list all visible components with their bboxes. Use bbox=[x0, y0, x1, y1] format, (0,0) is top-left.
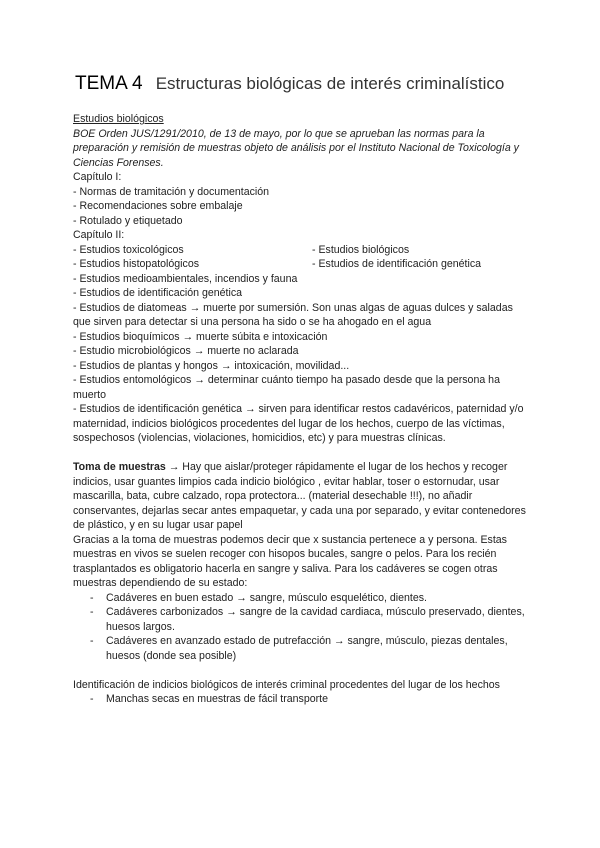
list-item: - Estudios entomológicos → determinar cuánto tiempo ha pasado desde que la persona ha muerto bbox=[73, 374, 500, 401]
bullet-item bbox=[73, 591, 533, 606]
dash-bullet: - bbox=[90, 693, 94, 705]
list-item: - Estudios bioquímicos → muerte súbita e intoxicación bbox=[73, 330, 328, 343]
bullet-text: Cadáveres en avanzado estado de putrefacción → sangre, músculo, piezas dentales, huesos (donde sea posible) bbox=[106, 635, 508, 662]
list-item: - Normas de tramitación y documentación bbox=[73, 185, 270, 198]
title-number: TEMA 4 bbox=[75, 73, 143, 94]
list-item: - Estudios medioambientales, incendios y fauna bbox=[73, 272, 298, 285]
bullet-item bbox=[73, 605, 533, 634]
list-item: - Estudios de identificación genética bbox=[73, 287, 243, 299]
document-body bbox=[73, 112, 533, 707]
list-item: - Estudios de plantas y hongos → intoxicación, movilidad... bbox=[73, 359, 350, 372]
list-item: - Estudios toxicológicos bbox=[73, 243, 184, 256]
section-heading: Estudios biológicos bbox=[73, 113, 164, 125]
list-item: - Estudio microbiológicos → muerte no aclarada bbox=[73, 345, 299, 357]
dash-bullet: - bbox=[90, 591, 94, 604]
bullet-text: Cadáveres carbonizados → sangre de la cavidad cardiaca, músculo preservado, dientes, huesos largos. bbox=[106, 606, 525, 633]
toma-paragraph bbox=[73, 460, 533, 533]
toma-label: Toma de muestras bbox=[73, 461, 166, 473]
dash-bullet: - bbox=[90, 606, 94, 618]
list-item: - Estudios de identificación genética bbox=[312, 258, 482, 270]
list-item: - Estudios biológicos bbox=[312, 243, 410, 256]
title-text: Estructuras biológicas de interés criminalístico bbox=[155, 74, 505, 93]
toma-text: → Hay que aislar/proteger rápidamente el lugar de los hechos y recoger indicios, usar guantes limpios cada indicio biológico , evitar hablar, toser o estornudar, usar mascarilla, bata, cubre calzado, ropa protectora... (material desechable !!!), no añadir conservantes, dejarlas secar antes empaquetar, y cada una por separado, y evitar contenedores de plástico, y en su lugar usar papel bbox=[73, 461, 526, 531]
ident-paragraph: Identificación de indicios biológicos de interés criminal procedentes del lugar de los hechos bbox=[73, 678, 500, 691]
boe-reference: BOE Orden JUS/1291/2010, de 13 de mayo, por lo que se aprueban las normas para la preparación y remisión de muestras objeto de análisis por el Instituto Nacional de Toxicología y Ciencias Forenses. bbox=[73, 127, 519, 169]
bullet-text: Cadáveres en buen estado → sangre, músculo esquelético, dientes. bbox=[106, 591, 427, 604]
bullet-item bbox=[73, 634, 533, 663]
two-column-row bbox=[73, 243, 533, 258]
list-item: - Estudios histopatológicos bbox=[73, 258, 200, 270]
list-item: - Recomendaciones sobre embalaje bbox=[73, 200, 243, 212]
dash-bullet: - bbox=[90, 635, 94, 647]
toma-explanation: Gracias a la toma de muestras podemos decir que x sustancia pertenece a y persona. Estas muestras en vivos se suelen recoger con hisopos bucales, sangre o pelos. Para los recién trasplantados es obligatorio hacerla en sangre y saliva. Para los cadáveres se cogen otras muestras dependiendo de su estado: bbox=[73, 533, 507, 589]
bullet-text: Manchas secas en muestras de fácil transporte bbox=[106, 693, 328, 705]
list-item: - Estudios de diatomeas → muerte por sumersión. Son unas algas de aguas dulces y saladas que sirven para detectar si una persona ha sido o se ha ahogado en el agua bbox=[73, 301, 513, 328]
two-column-row bbox=[73, 257, 533, 272]
bullet-item bbox=[73, 692, 533, 707]
chapter-2-label: Capítulo II: bbox=[73, 229, 125, 241]
page-title bbox=[75, 72, 504, 95]
list-item: - Estudios de identificación genética → sirven para identificar restos cadavéricos, paternidad y/o maternidad, indicios biológicos procedentes del lugar de los hechos, cuerpo de las víctimas, sospechosos (violencias, violaciones, homicidios, etc) y para muestras clínicas. bbox=[73, 403, 524, 444]
chapter-1-label: Capítulo I: bbox=[73, 171, 122, 183]
list-item: - Rotulado y etiquetado bbox=[73, 214, 183, 227]
